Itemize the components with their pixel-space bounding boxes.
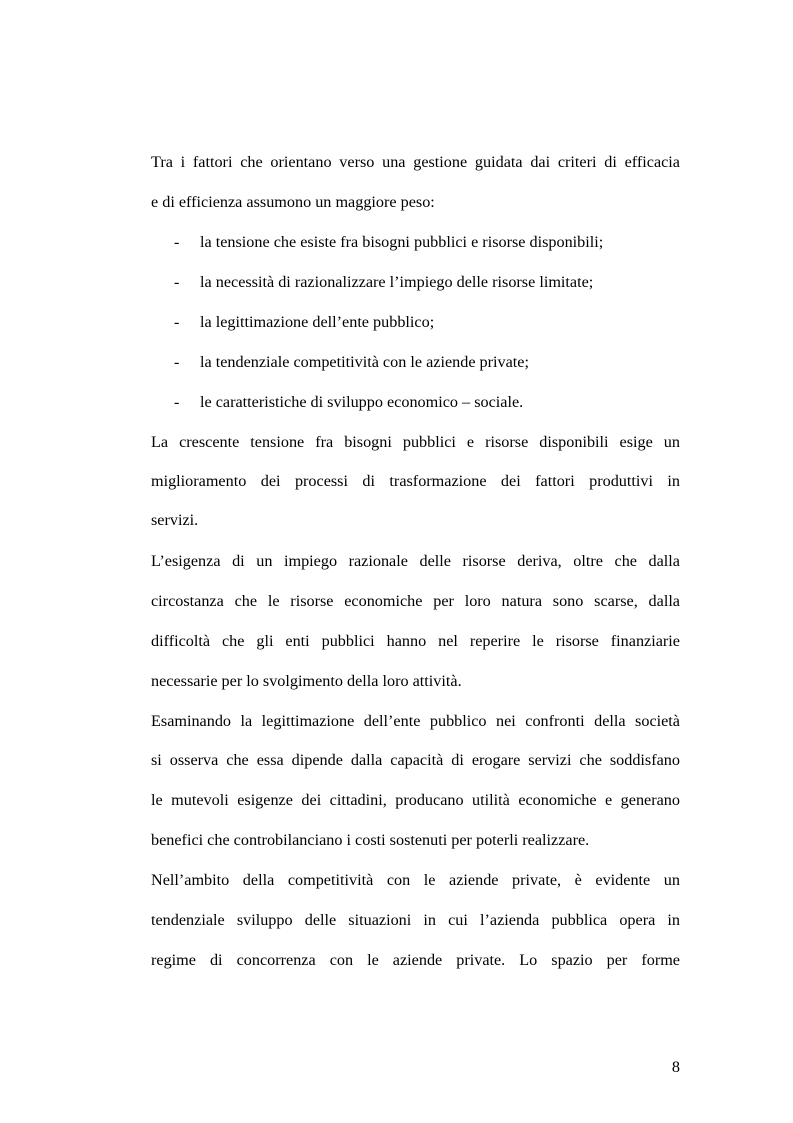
- paragraph-2-line-2: miglioramento dei processi di trasformazione dei fattori produttivi in: [151, 472, 680, 490]
- paragraph-3-line-2: circostanza che le risorse economiche per loro natura sono scarse, dalla: [151, 592, 680, 610]
- list-bullet-dash: -: [174, 273, 180, 291]
- paragraph-3-line-1: L’esigenza di un impiego razionale delle risorse deriva, oltre che dalla: [151, 552, 680, 570]
- list-bullet-dash: -: [174, 393, 180, 411]
- list-bullet-dash: -: [174, 233, 180, 251]
- paragraph-4-line-4: benefici che controbilanciano i costi sostenuti per poterli realizzare.: [151, 831, 590, 849]
- paragraph-5-line-2: tendenziale sviluppo delle situazioni in cui l’azienda pubblica opera in: [151, 911, 680, 929]
- page-number: 8: [671, 1058, 680, 1076]
- paragraph-1-line-1: Tra i fattori che orientano verso una gestione guidata dai criteri di efficacia: [151, 153, 680, 171]
- paragraph-1-line-2: e di efficienza assumono un maggiore peso:: [151, 193, 435, 211]
- paragraph-2-line-1: La crescente tensione fra bisogni pubblici e risorse disponibili esige un: [151, 433, 680, 451]
- paragraph-3-line-3: difficoltà che gli enti pubblici hanno nel reperire le risorse finanziarie: [151, 632, 680, 650]
- list-item: le caratteristiche di sviluppo economico – sociale.: [200, 393, 524, 411]
- paragraph-4-line-1: Esaminando la legittimazione dell’ente pubblico nei confronti della società: [151, 712, 680, 730]
- paragraph-3-line-4: necessarie per lo svolgimento della loro attività.: [151, 672, 462, 690]
- list-bullet-dash: -: [174, 313, 180, 331]
- paragraph-5-line-1: Nell’ambito della competitività con le aziende private, è evidente un: [151, 871, 680, 889]
- list-item: la tendenziale competitività con le aziende private;: [200, 353, 529, 371]
- list-bullet-dash: -: [174, 353, 180, 371]
- list-item: la necessità di razionalizzare l’impiego delle risorse limitate;: [200, 273, 594, 291]
- paragraph-5-line-3: regime di concorrenza con le aziende private. Lo spazio per forme: [151, 951, 680, 969]
- list-item: la tensione che esiste fra bisogni pubblici e risorse disponibili;: [200, 233, 604, 251]
- paragraph-4-line-2: si osserva che essa dipende dalla capacità di erogare servizi che soddisfano: [151, 751, 680, 769]
- paragraph-2-line-3: servizi.: [151, 511, 199, 529]
- list-item: la legittimazione dell’ente pubblico;: [200, 313, 435, 331]
- paragraph-4-line-3: le mutevoli esigenze dei cittadini, producano utilità economiche e generano: [151, 791, 680, 809]
